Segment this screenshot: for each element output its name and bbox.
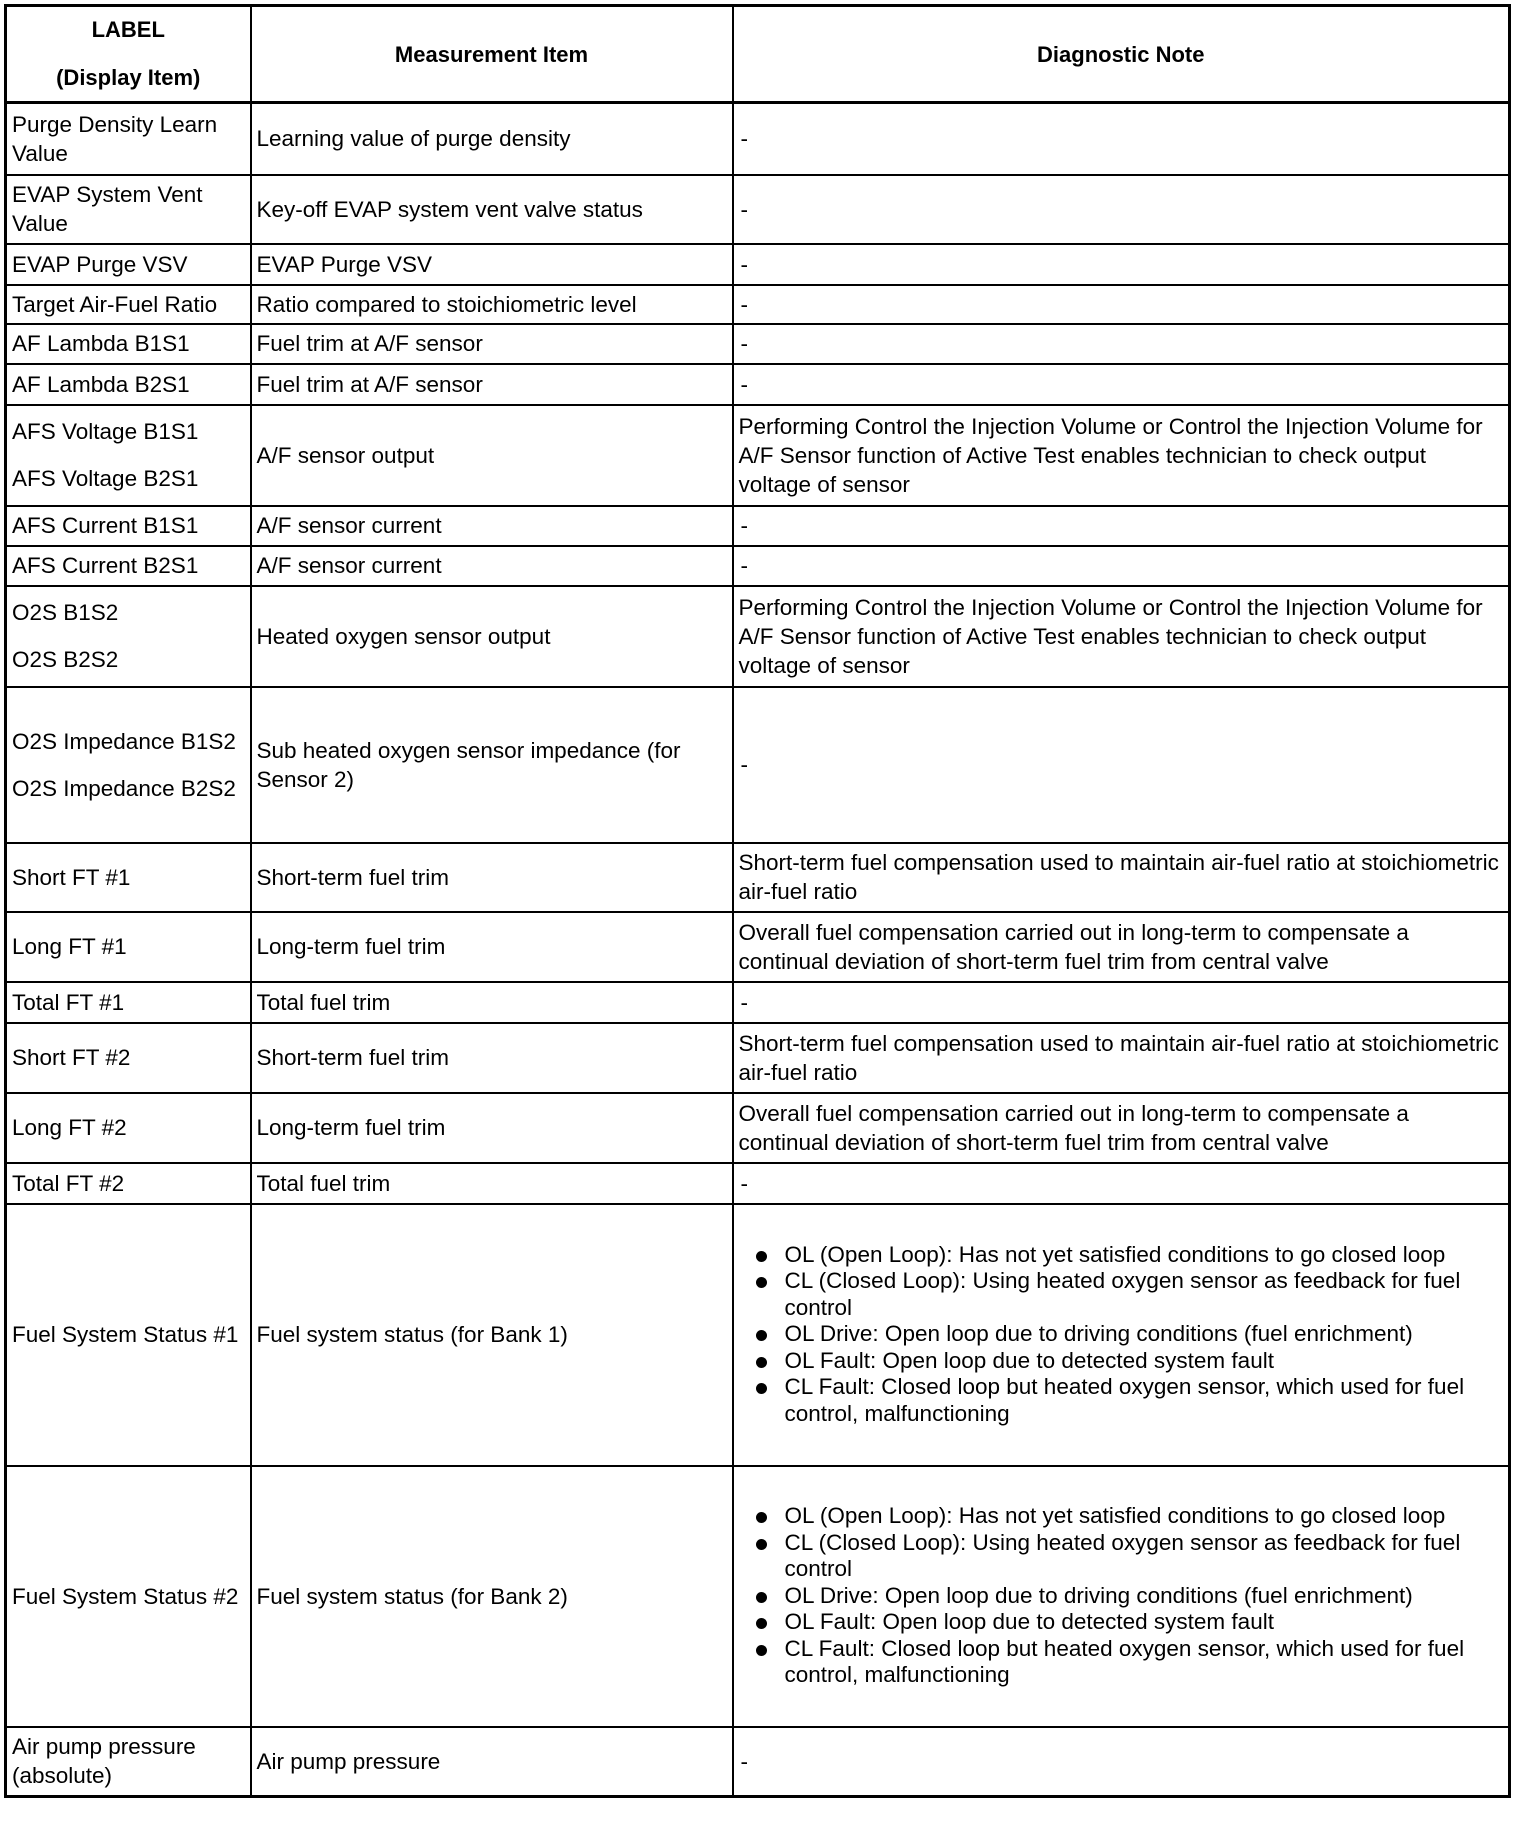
display-item-label: AFS Current B1S1 — [12, 513, 199, 538]
diagnostic-note-cell — [733, 285, 1510, 324]
display-item-label: Long FT #1 — [12, 934, 127, 959]
measurement-cell: Ratio compared to stoichiometric level — [251, 285, 733, 324]
diagnostic-note-text: - — [740, 989, 748, 1015]
bullet-item: OL (Open Loop): Has not yet satisfied conditions to go closed loop — [785, 1503, 1505, 1530]
column-header-label-subtitle: (Display Item) — [56, 65, 201, 90]
measurement-cell: Sub heated oxygen sensor impedance (for Sensor 2) — [251, 687, 733, 843]
label-cell — [6, 405, 251, 506]
measurement-cell: EVAP Purge VSV — [251, 244, 733, 285]
diagnostic-note-text: Overall fuel compensation carried out in long-term to compensate a continual deviation of short-term fuel trim from central valve — [738, 1100, 1409, 1155]
bullet-item: CL Fault: Closed loop but heated oxygen sensor, which used for fuel control, malfunctioning — [785, 1374, 1505, 1427]
measurement-cell: A/F sensor output — [251, 405, 733, 506]
label-cell — [6, 324, 251, 364]
column-header-label-title: LABEL — [91, 17, 165, 42]
measurement-cell: Total fuel trim — [251, 982, 733, 1023]
diagnostic-note-cell — [733, 1204, 1510, 1466]
label-cell — [6, 1023, 251, 1093]
diagnostic-note-text: - — [740, 513, 748, 538]
diagnostic-note-text: - — [740, 1170, 748, 1196]
table-row — [6, 175, 1510, 244]
table-row — [6, 1023, 1510, 1093]
bullet-item: OL Drive: Open loop due to driving conditions (fuel enrichment) — [785, 1583, 1505, 1610]
diagnostic-note-text: - — [740, 331, 748, 356]
diagnostic-note-text: - — [740, 251, 748, 277]
display-item-label: AFS Voltage B1S1 — [12, 419, 199, 444]
table-row — [6, 103, 1510, 175]
label-cell — [6, 1727, 251, 1797]
display-item-label: O2S Impedance B2S2 — [12, 775, 236, 801]
label-cell — [6, 175, 251, 244]
label-cell — [6, 1163, 251, 1204]
measurement-cell: Heated oxygen sensor output — [251, 586, 733, 687]
diagnostic-note-cell — [733, 506, 1510, 546]
label-cell — [6, 546, 251, 586]
diagnostic-note-text: - — [740, 752, 748, 777]
diagnostic-note-cell — [733, 982, 1510, 1023]
display-item-label: Fuel System Status #1 — [12, 1322, 239, 1347]
table-row — [6, 843, 1510, 912]
display-item-label: Short FT #1 — [12, 864, 131, 890]
display-item-label: AF Lambda B2S1 — [12, 371, 190, 397]
column-header-label — [6, 6, 251, 103]
table-row — [6, 506, 1510, 546]
diagnostic-note-cell — [733, 1466, 1510, 1727]
measurement-cell: Air pump pressure — [251, 1727, 733, 1797]
table-row — [6, 1466, 1510, 1727]
label-cell — [6, 1204, 251, 1466]
measurement-cell: A/F sensor current — [251, 546, 733, 586]
display-item-label: O2S B1S2 — [12, 600, 119, 625]
bullet-item: CL (Closed Loop): Using heated oxygen sensor as feedback for fuel control — [785, 1530, 1505, 1583]
display-item-label: EVAP System Vent Value — [12, 182, 203, 236]
data-list-table — [4, 4, 1511, 1798]
table-row — [6, 324, 1510, 364]
measurement-cell: Fuel trim at A/F sensor — [251, 364, 733, 405]
label-cell — [6, 687, 251, 843]
display-item-label: Purge Density Learn Value — [12, 111, 218, 166]
label-cell — [6, 586, 251, 687]
diagnostic-note-cell — [733, 324, 1510, 364]
diagnostic-note-text: - — [740, 371, 748, 397]
display-item-label: Fuel System Status #2 — [12, 1583, 239, 1609]
table-row — [6, 1163, 1510, 1204]
diagnostic-note-cell — [733, 912, 1510, 982]
table-row — [6, 364, 1510, 405]
table-header-row — [6, 6, 1510, 103]
column-header-diagnostic: Diagnostic Note — [733, 6, 1510, 103]
measurement-cell: Long-term fuel trim — [251, 1093, 733, 1163]
diagnostic-note-cell — [733, 1727, 1510, 1797]
label-cell — [6, 244, 251, 285]
measurement-cell: Key-off EVAP system vent valve status — [251, 175, 733, 244]
label-cell — [6, 506, 251, 546]
diagnostic-note-cell — [733, 586, 1510, 687]
table-row — [6, 1093, 1510, 1163]
diagnostic-note-text: - — [740, 553, 748, 578]
display-item-label: Target Air-Fuel Ratio — [12, 291, 218, 317]
column-header-measurement: Measurement Item — [251, 6, 733, 103]
display-item-label: EVAP Purge VSV — [12, 251, 188, 277]
bullet-item: OL (Open Loop): Has not yet satisfied conditions to go closed loop — [785, 1242, 1505, 1269]
measurement-cell: Short-term fuel trim — [251, 1023, 733, 1093]
measurement-cell: Short-term fuel trim — [251, 843, 733, 912]
display-item-label: Total FT #1 — [12, 989, 125, 1015]
diagnostic-note-text: Short-term fuel compensation used to maintain air-fuel ratio at stoichiometric air-fuel ratio — [738, 1030, 1499, 1085]
measurement-cell: Fuel system status (for Bank 2) — [251, 1466, 733, 1727]
diagnostic-note-cell — [733, 405, 1510, 506]
display-item-label: Air pump pressure (absolute) — [12, 1734, 196, 1789]
display-item-label: O2S Impedance B1S2 — [12, 728, 236, 754]
table-row — [6, 687, 1510, 843]
label-cell — [6, 912, 251, 982]
bullet-item: OL Fault: Open loop due to detected system fault — [785, 1609, 1505, 1636]
label-cell — [6, 1093, 251, 1163]
bullet-item: CL (Closed Loop): Using heated oxygen sensor as feedback for fuel control — [785, 1268, 1505, 1321]
label-cell — [6, 364, 251, 405]
diagnostic-note-cell — [733, 1093, 1510, 1163]
bullet-item: OL Fault: Open loop due to detected system fault — [785, 1348, 1505, 1375]
diagnostic-note-text: Performing Control the Injection Volume or Control the Injection Volume for A/F Sensor function of Active Test enables technician to check output voltage of sensor — [738, 413, 1483, 497]
display-item-label: AFS Current B2S1 — [12, 553, 199, 578]
diagnostic-note-cell — [733, 687, 1510, 843]
display-item-label: AF Lambda B1S1 — [12, 331, 190, 356]
diagnostic-note-text: Short-term fuel compensation used to maintain air-fuel ratio at stoichiometric air-fuel ratio — [738, 850, 1499, 904]
bullet-item: OL Drive: Open loop due to driving conditions (fuel enrichment) — [785, 1321, 1505, 1348]
measurement-cell: A/F sensor current — [251, 506, 733, 546]
diagnostic-note-cell — [733, 364, 1510, 405]
diagnostic-note-cell — [733, 244, 1510, 285]
measurement-cell: Total fuel trim — [251, 1163, 733, 1204]
table-body — [6, 103, 1510, 1797]
table-row — [6, 285, 1510, 324]
label-cell — [6, 843, 251, 912]
display-item-label: AFS Voltage B2S1 — [12, 466, 199, 491]
status-bullet-list — [739, 1242, 1505, 1428]
label-cell — [6, 1466, 251, 1727]
measurement-cell: Fuel trim at A/F sensor — [251, 324, 733, 364]
diagnostic-note-cell — [733, 1163, 1510, 1204]
diagnostic-note-text: - — [740, 291, 748, 317]
diagnostic-note-text: Overall fuel compensation carried out in long-term to compensate a continual deviation of short-term fuel trim from central valve — [738, 919, 1409, 974]
diagnostic-note-cell — [733, 175, 1510, 244]
diagnostic-note-cell — [733, 843, 1510, 912]
table-row — [6, 912, 1510, 982]
bullet-item: CL Fault: Closed loop but heated oxygen sensor, which used for fuel control, malfunctioning — [785, 1636, 1505, 1689]
table-row — [6, 1727, 1510, 1797]
table-row — [6, 982, 1510, 1023]
label-cell — [6, 103, 251, 175]
measurement-cell: Learning value of purge density — [251, 103, 733, 175]
diagnostic-note-text: - — [740, 126, 748, 152]
display-item-label: Short FT #2 — [12, 1045, 131, 1070]
diagnostic-note-text: - — [740, 1748, 748, 1774]
table-row — [6, 1204, 1510, 1466]
status-bullet-list — [739, 1503, 1505, 1689]
table-row — [6, 405, 1510, 506]
table-row — [6, 244, 1510, 285]
measurement-cell: Long-term fuel trim — [251, 912, 733, 982]
diagnostic-note-cell — [733, 546, 1510, 586]
diagnostic-note-text: - — [740, 196, 748, 222]
label-cell — [6, 285, 251, 324]
label-cell — [6, 982, 251, 1023]
table-row — [6, 546, 1510, 586]
display-item-label: O2S B2S2 — [12, 647, 119, 672]
diagnostic-note-cell — [733, 1023, 1510, 1093]
measurement-cell: Fuel system status (for Bank 1) — [251, 1204, 733, 1466]
display-item-label: Long FT #2 — [12, 1115, 127, 1140]
diagnostic-note-text: Performing Control the Injection Volume or Control the Injection Volume for A/F Sensor function of Active Test enables technician to check output voltage of sensor — [738, 594, 1483, 678]
diagnostic-note-cell — [733, 103, 1510, 175]
display-item-label: Total FT #2 — [12, 1170, 125, 1196]
table-row — [6, 586, 1510, 687]
